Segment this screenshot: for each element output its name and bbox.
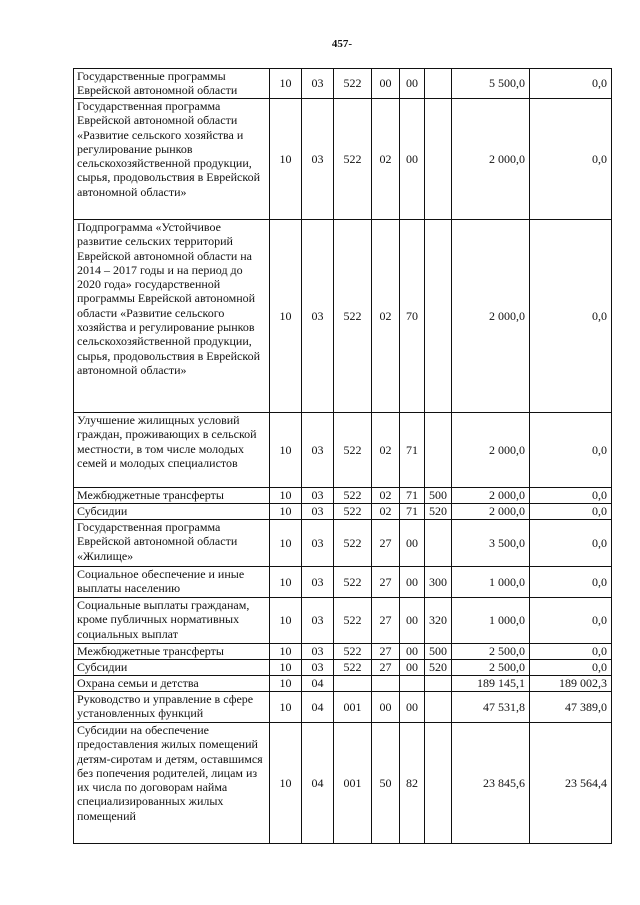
cell-code-6: 300: [425, 567, 452, 598]
row-name: Субсидии на обеспечение предоставления жилых помещений детям-сиротам и детям, оставшимся без попечения родителей, лицам из их числа по договорам найма специализированных жилых помещений: [74, 723, 270, 844]
cell-code-4: 27: [372, 660, 400, 676]
cell-amount-1: 2 500,0: [452, 644, 530, 660]
cell-amount-2: 0,0: [530, 488, 612, 504]
row-name: Субсидии: [74, 504, 270, 520]
cell-code-6: [425, 723, 452, 844]
table-row: [74, 220, 612, 413]
cell-amount-1: 23 845,6: [452, 723, 530, 844]
cell-code-5: 70: [400, 220, 425, 413]
cell-amount-1: 2 000,0: [452, 504, 530, 520]
cell-code-5: 00: [400, 598, 425, 644]
cell-code-2: 03: [302, 413, 334, 488]
cell-code-5: 00: [400, 520, 425, 567]
cell-amount-1: 1 000,0: [452, 567, 530, 598]
cell-code-2: 03: [302, 488, 334, 504]
cell-code-3: 522: [334, 99, 372, 220]
cell-code-1: 10: [270, 567, 302, 598]
cell-code-3: 522: [334, 413, 372, 488]
cell-code-4: 02: [372, 220, 400, 413]
cell-code-3: 522: [334, 567, 372, 598]
cell-amount-1: 47 531,8: [452, 692, 530, 723]
cell-code-6: 520: [425, 660, 452, 676]
cell-code-1: 10: [270, 676, 302, 692]
cell-code-3: 522: [334, 69, 372, 99]
table-row: [74, 567, 612, 598]
cell-code-5: [400, 676, 425, 692]
cell-code-2: 03: [302, 220, 334, 413]
cell-code-3: 001: [334, 692, 372, 723]
cell-amount-1: 189 145,1: [452, 676, 530, 692]
table-row: [74, 488, 612, 504]
cell-amount-1: 2 000,0: [452, 99, 530, 220]
cell-amount-2: 47 389,0: [530, 692, 612, 723]
cell-code-4: 00: [372, 692, 400, 723]
cell-code-1: 10: [270, 504, 302, 520]
cell-code-2: 04: [302, 723, 334, 844]
cell-amount-1: 5 500,0: [452, 69, 530, 99]
cell-amount-1: 1 000,0: [452, 598, 530, 644]
cell-amount-2: 0,0: [530, 567, 612, 598]
cell-amount-2: 0,0: [530, 504, 612, 520]
cell-amount-1: 2 000,0: [452, 488, 530, 504]
cell-code-5: 82: [400, 723, 425, 844]
cell-code-6: [425, 676, 452, 692]
cell-code-1: 10: [270, 692, 302, 723]
page-number-text: 457-: [331, 38, 353, 50]
cell-code-4: 27: [372, 598, 400, 644]
cell-code-3: 522: [334, 504, 372, 520]
cell-code-4: 27: [372, 644, 400, 660]
cell-code-6: [425, 413, 452, 488]
cell-amount-2: 189 002,3: [530, 676, 612, 692]
cell-code-6: 500: [425, 644, 452, 660]
cell-code-2: 03: [302, 99, 334, 220]
cell-code-2: 03: [302, 520, 334, 567]
cell-code-5: 00: [400, 660, 425, 676]
row-name: Руководство и управление в сфере установленных функций: [74, 692, 270, 723]
cell-amount-2: 0,0: [530, 660, 612, 676]
cell-code-2: 03: [302, 69, 334, 99]
cell-code-5: 00: [400, 692, 425, 723]
cell-code-6: [425, 520, 452, 567]
cell-amount-2: 0,0: [530, 598, 612, 644]
cell-code-4: 27: [372, 567, 400, 598]
cell-amount-1: 2 000,0: [452, 220, 530, 413]
cell-amount-2: 0,0: [530, 413, 612, 488]
cell-code-1: 10: [270, 488, 302, 504]
cell-code-2: 03: [302, 567, 334, 598]
cell-code-5: 71: [400, 504, 425, 520]
page-number: [0, 38, 640, 50]
row-name: Подпрограмма «Устойчивое развитие сельских территорий Еврейской автономной области на 2014 – 2017 годы и на период до 2020 года» государственной программы Еврейской автономной области «Развитие сельского хозяйства и регулирование рынков сельскохозяйственной продукции, сырья, продовольствия в Еврейской автономной области»: [74, 220, 270, 413]
cell-code-5: 00: [400, 99, 425, 220]
cell-code-4: 02: [372, 488, 400, 504]
cell-code-4: 00: [372, 69, 400, 99]
cell-code-6: [425, 69, 452, 99]
table-row: [74, 644, 612, 660]
cell-amount-2: 0,0: [530, 99, 612, 220]
row-name: Охрана семьи и детства: [74, 676, 270, 692]
cell-code-6: 320: [425, 598, 452, 644]
cell-code-4: 50: [372, 723, 400, 844]
cell-code-3: 522: [334, 598, 372, 644]
row-name: Субсидии: [74, 660, 270, 676]
table-row: [74, 520, 612, 567]
cell-code-2: 03: [302, 644, 334, 660]
cell-amount-1: 2 000,0: [452, 413, 530, 488]
cell-code-1: 10: [270, 660, 302, 676]
cell-code-4: [372, 676, 400, 692]
cell-code-5: 00: [400, 69, 425, 99]
cell-code-2: 03: [302, 660, 334, 676]
budget-table: [73, 68, 612, 844]
cell-code-4: 27: [372, 520, 400, 567]
row-name: Государственные программы Еврейской автономной области: [74, 69, 270, 99]
cell-code-3: 522: [334, 644, 372, 660]
cell-code-2: 03: [302, 598, 334, 644]
cell-code-3: 522: [334, 220, 372, 413]
cell-code-1: 10: [270, 520, 302, 567]
cell-code-6: 500: [425, 488, 452, 504]
cell-amount-1: 3 500,0: [452, 520, 530, 567]
row-name: Социальные выплаты гражданам, кроме публичных нормативных социальных выплат: [74, 598, 270, 644]
table-row: [74, 504, 612, 520]
cell-amount-2: 0,0: [530, 520, 612, 567]
cell-code-5: 71: [400, 413, 425, 488]
cell-code-3: 001: [334, 723, 372, 844]
cell-code-6: [425, 220, 452, 413]
table-row: [74, 723, 612, 844]
cell-code-6: [425, 692, 452, 723]
cell-amount-1: 2 500,0: [452, 660, 530, 676]
row-name: Государственная программа Еврейской автономной области «Жилище»: [74, 520, 270, 567]
table-row: [74, 692, 612, 723]
cell-amount-2: 0,0: [530, 220, 612, 413]
cell-code-3: 522: [334, 520, 372, 567]
cell-code-3: [334, 676, 372, 692]
cell-code-1: 10: [270, 69, 302, 99]
cell-code-1: 10: [270, 220, 302, 413]
row-name: Межбюджетные трансферты: [74, 488, 270, 504]
cell-code-3: 522: [334, 660, 372, 676]
table-row: [74, 676, 612, 692]
cell-code-6: [425, 99, 452, 220]
row-name: Социальное обеспечение и иные выплаты населению: [74, 567, 270, 598]
cell-code-4: 02: [372, 99, 400, 220]
cell-code-1: 10: [270, 723, 302, 844]
table-row: [74, 99, 612, 220]
cell-code-2: 04: [302, 676, 334, 692]
row-name: Государственная программа Еврейской автономной области «Развитие сельского хозяйства и регулирование рынков сельскохозяйственной продукции, сырья, продовольствия в Еврейской автономной области»: [74, 99, 270, 220]
table-row: [74, 413, 612, 488]
cell-code-1: 10: [270, 99, 302, 220]
table-row: [74, 660, 612, 676]
row-name: Улучшение жилищных условий граждан, проживающих в сельской местности, в том числе молодых семей и молодых специалистов: [74, 413, 270, 488]
cell-code-6: 520: [425, 504, 452, 520]
cell-code-5: 00: [400, 567, 425, 598]
cell-code-4: 02: [372, 504, 400, 520]
cell-code-2: 04: [302, 692, 334, 723]
cell-code-3: 522: [334, 488, 372, 504]
cell-amount-2: 0,0: [530, 644, 612, 660]
table-row: [74, 598, 612, 644]
cell-code-1: 10: [270, 644, 302, 660]
cell-code-2: 03: [302, 504, 334, 520]
cell-code-5: 00: [400, 644, 425, 660]
table-row: [74, 69, 612, 99]
cell-code-4: 02: [372, 413, 400, 488]
row-name: Межбюджетные трансферты: [74, 644, 270, 660]
cell-code-1: 10: [270, 598, 302, 644]
cell-code-1: 10: [270, 413, 302, 488]
cell-amount-2: 23 564,4: [530, 723, 612, 844]
cell-code-5: 71: [400, 488, 425, 504]
cell-amount-2: 0,0: [530, 69, 612, 99]
